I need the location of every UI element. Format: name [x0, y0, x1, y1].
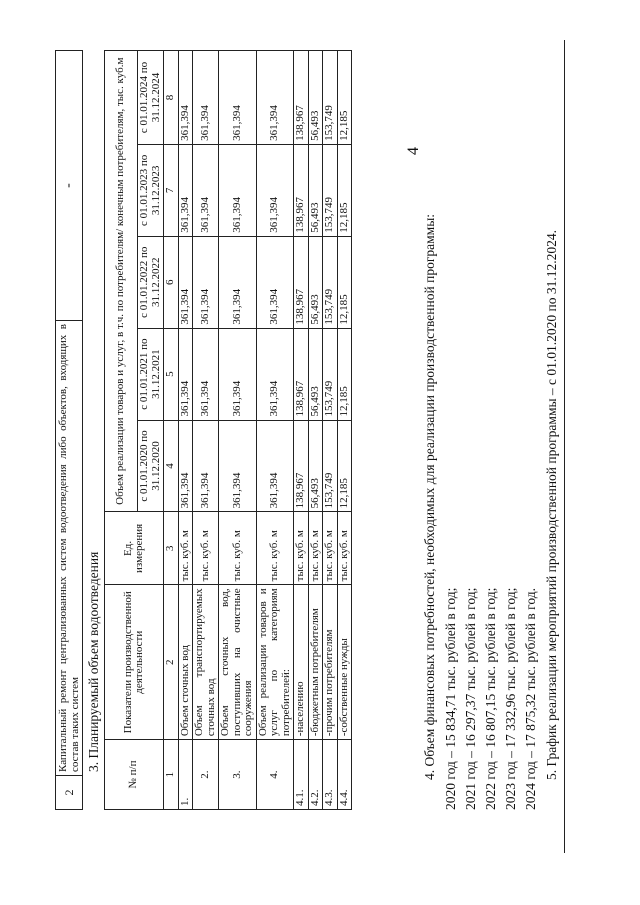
- row-unit: тыс. куб. м: [256, 512, 294, 585]
- table-row: [178, 51, 193, 810]
- col-index: 2: [164, 585, 179, 740]
- row-value: 138,967: [294, 420, 309, 512]
- row-indicator: Объем сточных вод, поступивших на очистные сооружения: [219, 585, 257, 740]
- row-value: 361,394: [219, 51, 257, 145]
- row-value: 56,493: [308, 328, 323, 420]
- row-value: 361,394: [219, 420, 257, 512]
- row-text: Капитальный ремонт централизованных систем водоотведения либо объектов, входящих в состав таких систем: [56, 321, 83, 776]
- row-value: 12,185: [337, 328, 352, 420]
- table-row: [323, 51, 338, 810]
- section-3-title: 3. Планируемый объем водоотведения: [86, 551, 101, 772]
- table-row: [219, 51, 257, 810]
- row-value: 153,749: [323, 420, 338, 512]
- section-5-title: 5. График реализации мероприятий производственной программы – с 01.01.2020 по 31.12.2024.: [544, 229, 559, 780]
- row-value: 361,394: [193, 236, 219, 328]
- row-value: 361,394: [256, 420, 294, 512]
- row-value: 361,394: [178, 420, 193, 512]
- row-value: 138,967: [294, 236, 309, 328]
- finance-line-2021: 2021 год – 16 297,37 тыс. рублей в год;: [463, 587, 478, 810]
- table-row: [193, 51, 219, 810]
- row-value: 56,493: [308, 236, 323, 328]
- row-indicator: -прочим потребителям: [323, 585, 338, 740]
- period-2023: с 01.01.2023 по 31.12.2023: [138, 144, 164, 236]
- col-index: 3: [164, 512, 179, 585]
- period-2020: с 01.01.2020 по 31.12.2020: [138, 420, 164, 512]
- section-4-title: 4. Объем финансовых потребностей, необходимых для реализации производственной программы:: [422, 213, 437, 780]
- row-value: 361,394: [178, 51, 193, 145]
- col-index: 8: [164, 51, 179, 145]
- row-value: 153,749: [323, 51, 338, 145]
- col-index: 4: [164, 420, 179, 512]
- row-num: 4.1.: [294, 740, 309, 810]
- finance-line-2023: 2023 год – 17 332,96 тыс. рублей в год;: [503, 587, 518, 810]
- row-num: 4.4.: [337, 740, 352, 810]
- row-value: 12,185: [337, 236, 352, 328]
- finance-line-2020: 2020 год – 15 834,71 тыс. рублей в год;: [443, 587, 458, 810]
- row-indicator: -бюджетным потребителям: [308, 585, 323, 740]
- row-value: 361,394: [256, 51, 294, 145]
- row-value: 361,394: [193, 420, 219, 512]
- col-index: 5: [164, 328, 179, 420]
- row-indicator: Объем транспортируемых сточных вод: [193, 585, 219, 740]
- col-index: 7: [164, 144, 179, 236]
- row-unit: тыс. куб. м: [178, 512, 193, 585]
- previous-table-row: [55, 50, 83, 810]
- row-indicator: -населению: [294, 585, 309, 740]
- table-row: [337, 51, 352, 810]
- row-value: 138,967: [294, 144, 309, 236]
- row-value: 361,394: [178, 236, 193, 328]
- row-unit: тыс. куб. м: [308, 512, 323, 585]
- drainage-volume-table: [104, 50, 352, 810]
- row-value: 56,493: [308, 51, 323, 145]
- row-value: 138,967: [294, 328, 309, 420]
- row-value: -: [56, 51, 83, 321]
- period-2021: с 01.01.2021 по 31.12.2021: [138, 328, 164, 420]
- row-value: 361,394: [256, 328, 294, 420]
- row-unit: тыс. куб. м: [294, 512, 309, 585]
- row-value: 12,185: [337, 420, 352, 512]
- col-index: 6: [164, 236, 179, 328]
- row-value: 138,967: [294, 51, 309, 145]
- table-row: [308, 51, 323, 810]
- row-num: 4.3.: [323, 740, 338, 810]
- row-value: 361,394: [193, 328, 219, 420]
- row-value: 56,493: [308, 144, 323, 236]
- row-number: 2: [56, 776, 83, 810]
- row-unit: тыс. куб. м: [337, 512, 352, 585]
- row-value: 12,185: [337, 144, 352, 236]
- row-value: 361,394: [193, 51, 219, 145]
- header-unit: Ед. измерения: [105, 512, 164, 585]
- table-row: [256, 51, 294, 810]
- row-num: 2.: [193, 740, 219, 810]
- row-value: 361,394: [219, 236, 257, 328]
- row-value: 361,394: [256, 144, 294, 236]
- period-2022: с 01.01.2022 по 31.12.2022: [138, 236, 164, 328]
- row-value: 361,394: [256, 236, 294, 328]
- rotated-content: [55, 50, 580, 810]
- finance-line-2022: 2022 год – 16 807,15 тыс. рублей в год;: [483, 587, 498, 810]
- header-indicator: Показатели производственной деятельности: [105, 585, 164, 740]
- row-indicator: -собственные нужды: [337, 585, 352, 740]
- row-num: 4.2.: [308, 740, 323, 810]
- row-value: 361,394: [193, 144, 219, 236]
- header-num: № п/п: [105, 740, 164, 810]
- row-unit: тыс. куб. м: [193, 512, 219, 585]
- table-row: [56, 51, 83, 810]
- row-indicator: Объем реализации товаров и услуг по категориям потребителей:: [256, 585, 294, 740]
- col-index: 1: [164, 740, 179, 810]
- header-volume: Объем реализации товаров и услуг, в т.ч. по потребителям/ конечным потребителям, тыс. куб.м: [105, 51, 138, 512]
- table-row: [294, 51, 309, 810]
- row-value: 153,749: [323, 144, 338, 236]
- table-header-row: [105, 51, 138, 810]
- row-indicator: Объем сточных вод: [178, 585, 193, 740]
- row-value: 56,493: [308, 420, 323, 512]
- row-value: 12,185: [337, 51, 352, 145]
- row-num: 4.: [256, 740, 294, 810]
- row-value: 153,749: [323, 236, 338, 328]
- row-num: 1.: [178, 740, 193, 810]
- period-2024: с 01.01.2024 по 31.12.2024: [138, 51, 164, 145]
- row-num: 3.: [219, 740, 257, 810]
- finance-line-2024: 2024 год – 17 875,32 тыс. рублей в год.: [523, 588, 538, 810]
- page-number: 4: [405, 147, 422, 155]
- row-value: 361,394: [219, 144, 257, 236]
- row-unit: тыс. куб. м: [323, 512, 338, 585]
- column-index-row: [164, 51, 179, 810]
- row-value: 361,394: [178, 328, 193, 420]
- row-value: 361,394: [219, 328, 257, 420]
- row-value: 153,749: [323, 328, 338, 420]
- row-value: 361,394: [178, 144, 193, 236]
- row-unit: тыс. куб. м: [219, 512, 257, 585]
